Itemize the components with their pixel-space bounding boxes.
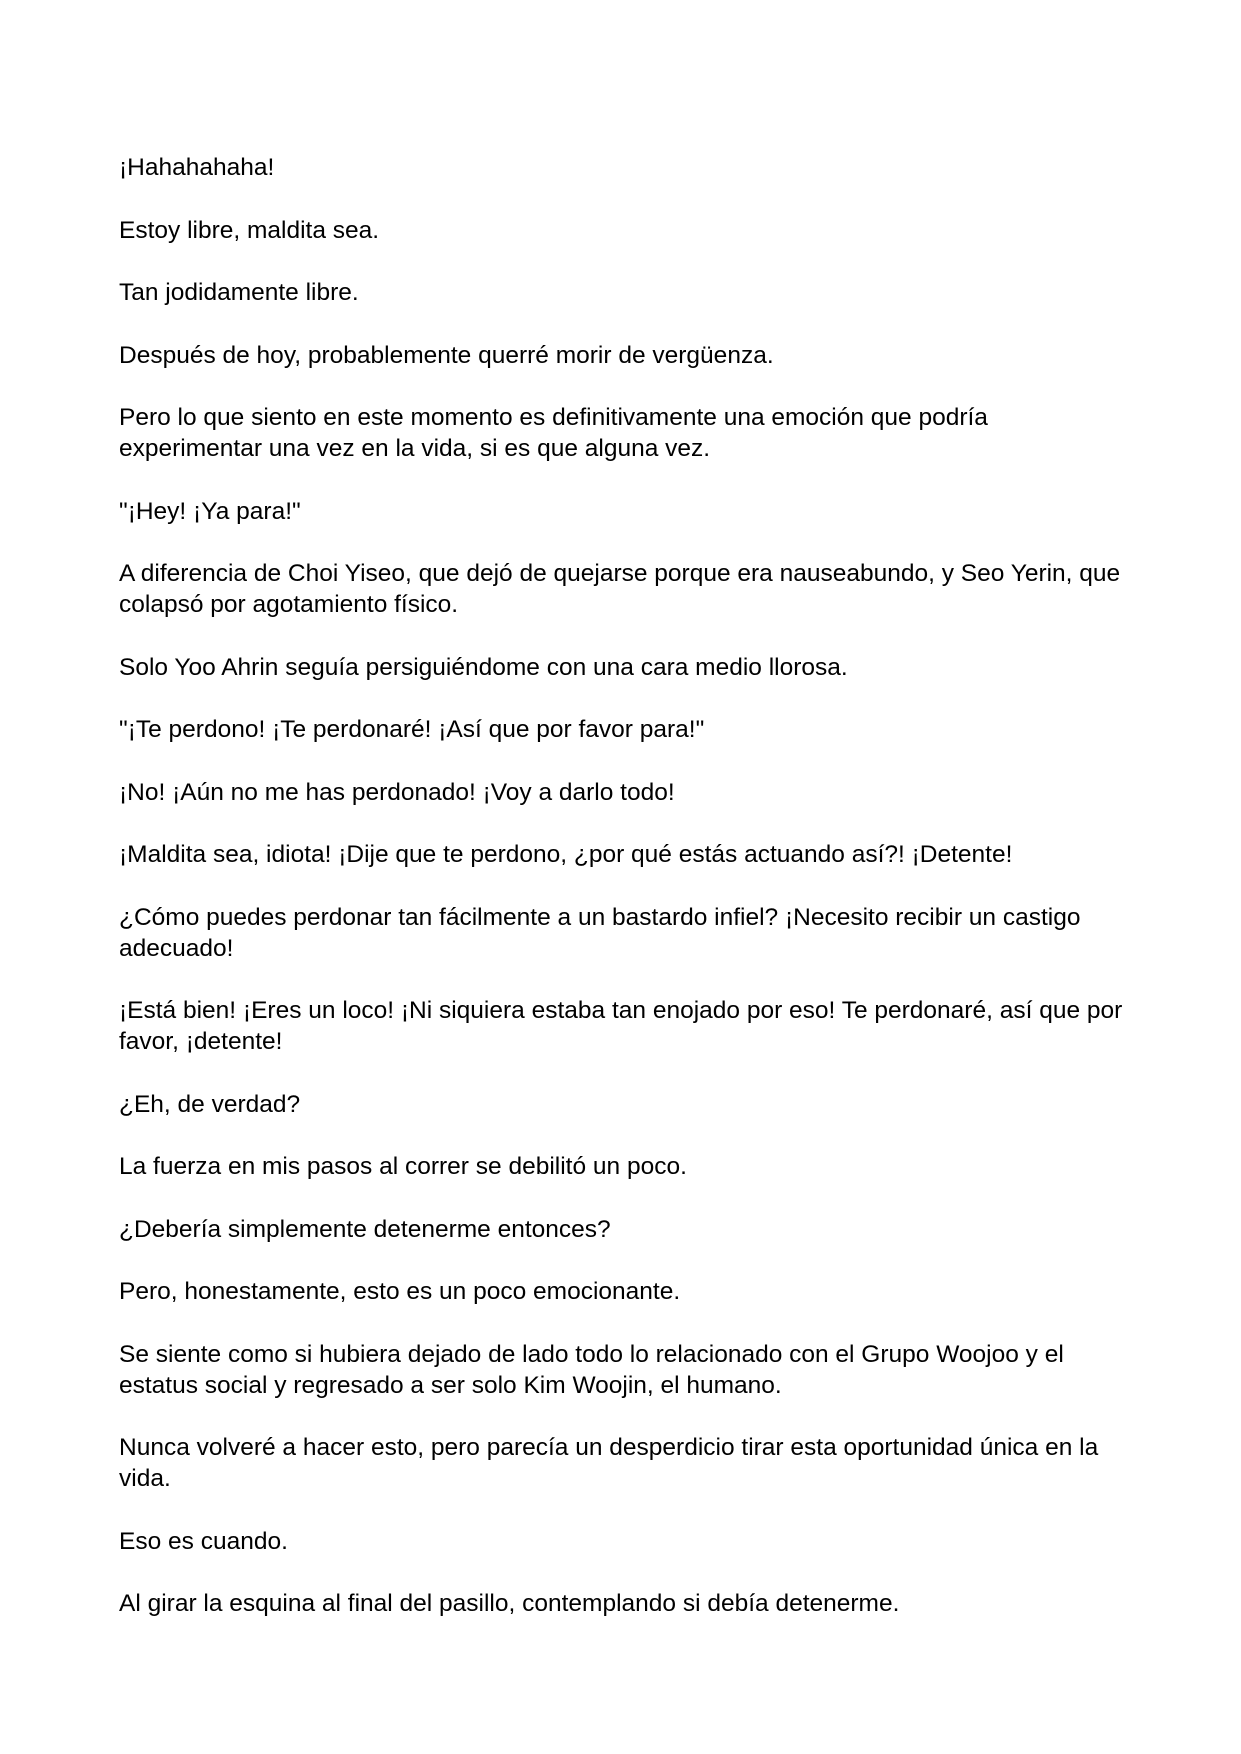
paragraph: Tan jodidamente libre.: [119, 279, 359, 306]
paragraph: ¿Debería simplemente detenerme entonces?: [119, 1215, 611, 1243]
paragraph: ¡Hahahahaha!: [119, 154, 275, 181]
paragraph: Pero, honestamente, esto es un poco emocionante.: [119, 1278, 681, 1305]
paragraph: Solo Yoo Ahrin seguía persiguiéndome con una cara medio llorosa.: [119, 653, 848, 681]
paragraph: Pero lo que siento en este momento es definitivamente una emoción que podría experimentar una vez en la vida, si es que alguna vez.: [119, 404, 988, 462]
paragraph: Estoy libre, maldita sea.: [119, 216, 380, 244]
paragraph: Después de hoy, probablemente querré morir de vergüenza.: [119, 341, 774, 369]
paragraph: Eso es cuando.: [119, 1527, 288, 1555]
paragraph: A diferencia de Choi Yiseo, que dejó de quejarse porque era nauseabundo, y Seo Yerin, que colapsó por agotamiento físico.: [119, 560, 1121, 618]
paragraph: Nunca volveré a hacer esto, pero parecía un desperdicio tirar esta oportunidad única en la vida.: [119, 1434, 1099, 1492]
paragraph: ¡No! ¡Aún no me has perdonado! ¡Voy a darlo todo!: [119, 778, 675, 806]
paragraph: "¡Hey! ¡Ya para!": [119, 497, 301, 525]
paragraph: La fuerza en mis pasos al correr se debilitó un poco.: [119, 1153, 687, 1180]
document-body: [119, 152, 1129, 1651]
paragraph: ¡Está bien! ¡Eres un loco! ¡Ni siquiera estaba tan enojado por eso! Te perdonaré, así que por favor, ¡detente!: [119, 997, 1123, 1055]
paragraph: ¡Maldita sea, idiota! ¡Dije que te perdono, ¿por qué estás actuando así?! ¡Detente!: [119, 841, 1013, 868]
paragraph: Se siente como si hubiera dejado de lado todo lo relacionado con el Grupo Woojoo y el estatus social y regresado a ser solo Kim Woojin, el humano.: [119, 1340, 1064, 1399]
paragraph: Al girar la esquina al final del pasillo, contemplando si debía detenerme.: [119, 1590, 900, 1617]
paragraph: "¡Te perdono! ¡Te perdonaré! ¡Así que por favor para!": [119, 716, 705, 743]
paragraph: ¿Eh, de verdad?: [119, 1090, 301, 1118]
paragraph: ¿Cómo puedes perdonar tan fácilmente a un bastardo infiel? ¡Necesito recibir un castigo adecuado!: [119, 903, 1081, 962]
